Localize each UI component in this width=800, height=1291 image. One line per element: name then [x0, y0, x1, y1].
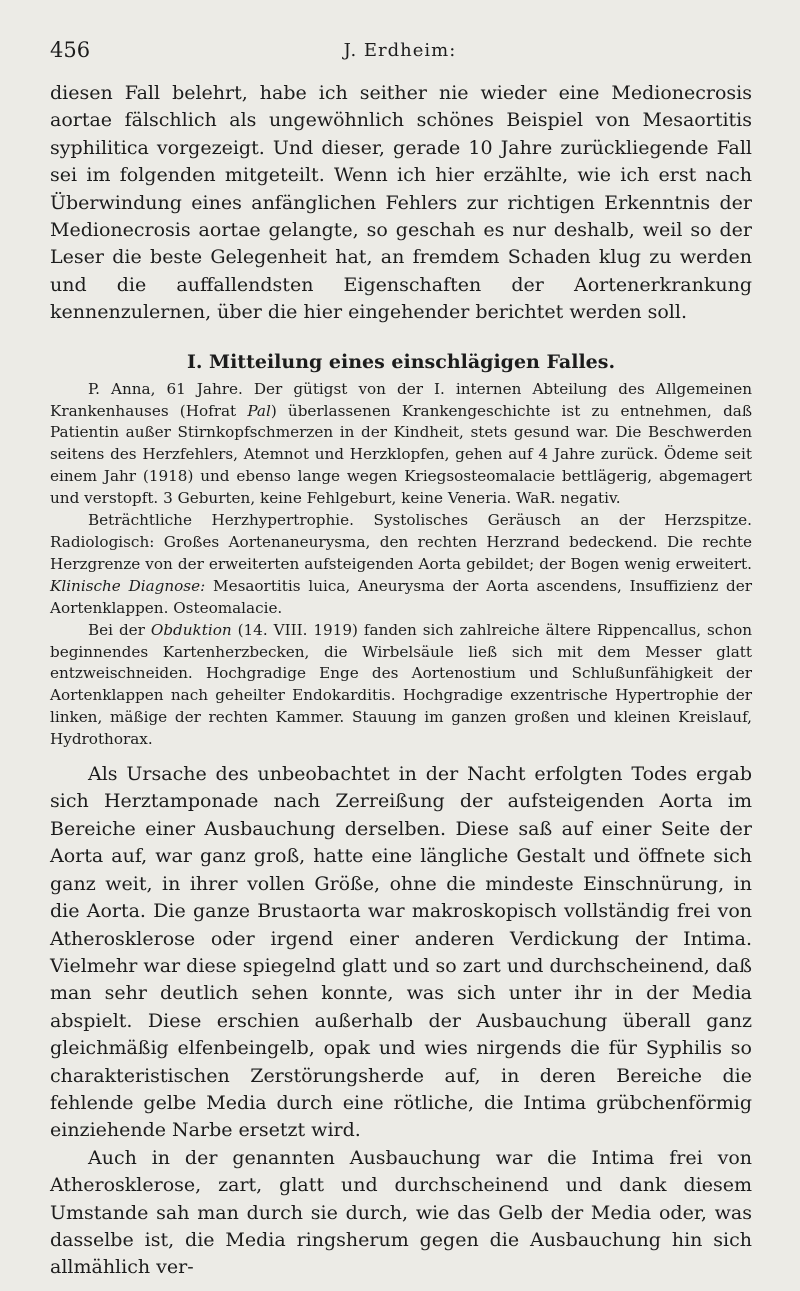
case-report-paragraph-3: Bei der Obduktion (14. VIII. 1919) fanden sich zahlreiche ältere Rippencallus, schon beginnendes Kartenherzbecken, die Wirbelsäule ließ sich mit dem Messer glatt entzweischneiden. Hochgradige Enge des Aortenostium und Schlußunfähigkeit der Aortenklappen nach geheilter Endokarditis. Hochgradige exzentrische Hypertrophie der linken, mäßige der rechten Kammer. Stauung im ganzen großen und kleinen Kreislauf, Hydrothorax. [50, 620, 752, 749]
page-number: 456 [50, 38, 91, 62]
case-report-paragraph-2: Beträchtliche Herzhypertrophie. Systolisches Geräusch an der Herzspitze. Radiologisch: Großes Aortenaneurysma, den rechten Herzrand bedeckend. Die rechte Herzgrenze von der erweiterten aufsteigenden Aorta gebildet; der Bogen wenig erweitert. Klinische Diagnose: Mesaortitis luica, Aneurysma der Aorta ascendens, Insuffizienz der Aortenklappen. Osteomalacie. [50, 511, 753, 617]
case-report-paragraph-1: P. Anna, 61 Jahre. Der gütigst von der I. internen Abteilung des Allgemeinen Krankenhauses (Hofrat Pal) überlassenen Krankengeschichte ist zu entnehmen, daß Patientin außer Stirnkopfschmerzen in der Kindheit, stets gesund war. Die Beschwerden seitens des Herzfehlers, Atemnot und Herzklopfen, gehen auf 4 Jahre zurück. Ödeme seit einem Jahr (1918) und ebenso lange wegen Kriegsosteomalacie bettlägerig, abgemagert und verstopft. 3 Geburten, keine Fehlgeburt, keine Veneria. WaR. negativ. [50, 379, 752, 508]
paragraph-findings: Als Ursache des unbeobachtet in der Nacht erfolgten Todes ergab sich Herztamponade nach Zerreißung der aufsteigenden Aorta im Bereiche einer Ausbauchung derselben. Diese saß auf einer Seite der Aorta auf, war ganz groß, hatte eine längliche Gestalt und öffnete sich ganz weit, in ihrer vollen Größe, ohne die mindeste Einschnürung, in die Aorta. Die ganze Brustaorta war makroskopisch vollständig frei von Atherosklerose oder irgend einer anderen Verdickung der Intima. Vielmehr war diese spiegelnd glatt und so zart und durchscheinend, daß man sehr deutlich sehen konnte, was sich unter ihr in der Media abspielt. Diese erschien außerhalb der Ausbauchung überall ganz gleichmäßig elfenbeingelb, opak und wies nirgends die für Syphilis so charakteristischen Zerstörungsherde auf, in deren Bereiche die fehlende gelbe Media durch eine rötliche, die Intima grübchenförmig einziehende Narbe ersetzt wird. [50, 763, 752, 1142]
section-heading: I. Mitteilung eines einschlägigen Falles. [186, 350, 616, 373]
paragraph-intro: diesen Fall belehrt, habe ich seither nie wieder eine Medionecrosis aortae fälschlich als ungewöhnlich schönes Beispiel von Mesaortitis syphilitica vorgezeigt. Und dieser, gerade 10 Jahre zurückliegende Fall sei im folgenden mitgeteilt. Wenn ich hier erzählte, wie ich erst nach Überwindung eines anfänglichen Fehlers zur richtigen Erkenntnis der Medionecrosis aortae gelangte, so geschah es nur deshalb, weil so der Leser die beste Gelegenheit hat, an fremdem Schaden klug zu werden und die auffallendsten Eigenschaften der Aortenerkrankung kennenzulernen, über die hier eingehender berichtet werden soll. [50, 82, 752, 324]
obduktion-label: Obduktion [150, 620, 232, 639]
page-body [50, 80, 752, 1282]
author-name-italic: Pal [247, 401, 271, 420]
running-head: J. Erdheim: [343, 40, 457, 61]
spacer [50, 751, 752, 761]
paragraph-ausbauchung: Auch in der genannten Ausbauchung war die Intima frei von Atherosklerose, zart, glatt und durchscheinend und dank diesem Umstande sah man durch sie durch, wie das Gelb der Media oder, was dasselbe ist, die Media ringsherum gegen die Ausbauchung hin sich allmählich ver- [50, 1146, 752, 1279]
page-header [50, 38, 750, 64]
clinical-diagnosis-label: Klinische Diagnose: [50, 576, 206, 595]
